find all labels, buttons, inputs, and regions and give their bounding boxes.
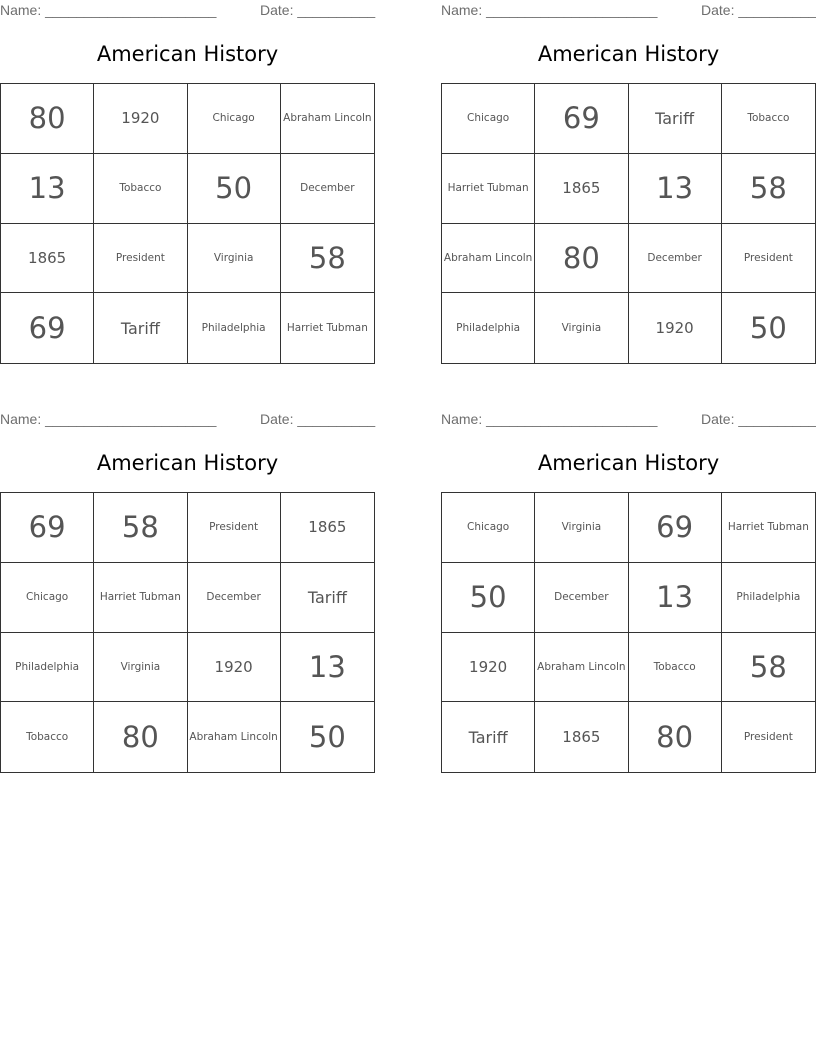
grid-cell: 13 [281,633,374,703]
name-field-label: Name: ______________________ [441,2,658,18]
grid-cell: Chicago [442,84,535,154]
name-date-line [0,2,375,20]
grid-cell: 58 [94,493,187,563]
grid-cell: 69 [1,493,94,563]
grid-cell: President [722,224,815,294]
name-date-line [441,2,816,20]
grid-cell: Tariff [281,563,374,633]
grid-cell: Tobacco [722,84,815,154]
grid-cell: Tobacco [629,633,722,703]
grid-cell: 69 [1,293,94,363]
grid-cell: December [535,563,628,633]
grid-cell: Tariff [94,293,187,363]
grid-cell: Philadelphia [442,293,535,363]
grid-cell: 50 [442,563,535,633]
grid-cell: Chicago [1,563,94,633]
grid-cell: 1865 [535,702,628,772]
date-field-label: Date: __________ [701,411,816,427]
grid-cell: Philadelphia [1,633,94,703]
grid-cell: 50 [308,720,346,755]
grid-cell: Philadelphia [722,563,815,633]
grid-cell: 1920 [188,633,281,703]
grid-cell: December [629,224,722,294]
grid-cell: Harriet Tubman [442,154,535,224]
bingo-card-4 [441,409,816,773]
grid-cell: 1865 [281,493,374,563]
grid-cell: 58 [281,224,374,294]
grid-cell: 13 [629,154,722,224]
bingo-card-3 [0,409,375,773]
grid-cell: Virginia [188,224,281,294]
grid-cell: Tariff [442,702,535,772]
grid-cell: 50 [188,154,281,224]
grid-cell: Virginia [535,293,628,363]
bingo-card-2 [441,0,816,364]
grid-cell: 69 [535,84,628,154]
date-field-label: Date: __________ [260,411,376,427]
name-field-label: Name: ______________________ [441,411,658,427]
grid-cell: 58 [722,633,815,703]
bingo-grid [0,83,375,364]
grid-cell: Harriet Tubman [94,563,187,633]
grid-cell: Abraham Lincoln [535,633,628,703]
grid-cell: 13 [1,154,94,224]
grid-cell: 80 [94,702,187,772]
bingo-grid [441,492,816,773]
grid-cell: 69 [629,493,722,563]
grid-cell: December [281,154,374,224]
name-date-line [0,411,375,429]
grid-cell: Chicago [442,493,535,563]
grid-cell: Tobacco [94,154,187,224]
card-title: American History [537,42,720,66]
grid-cell: Philadelphia [188,293,281,363]
grid-cell: Abraham Lincoln [281,84,374,154]
grid-cell: Harriet Tubman [286,322,368,335]
bingo-card-1 [0,0,375,364]
grid-cell: 1920 [94,84,187,154]
grid-cell: 80 [629,702,722,772]
name-date-line [441,411,816,429]
grid-cell: 1920 [629,293,722,363]
grid-cell: Virginia [535,493,628,563]
bingo-grid [441,83,816,364]
grid-cell: 13 [629,563,722,633]
date-field-label: Date: __________ [701,2,816,18]
grid-cell: Tariff [629,84,722,154]
grid-cell: Chicago [188,84,281,154]
grid-cell: President [188,493,281,563]
date-field-label: Date: __________ [260,2,376,18]
grid-cell: 1920 [442,633,535,703]
grid-cell: President [743,731,793,744]
grid-cell: 1865 [535,154,628,224]
grid-cell: December [188,563,281,633]
bingo-grid [0,492,375,773]
grid-cell: Tobacco [1,702,94,772]
grid-cell: Abraham Lincoln [188,702,281,772]
card-title: American History [537,451,720,475]
card-title: American History [96,451,279,475]
grid-cell: Harriet Tubman [722,493,815,563]
grid-cell: 80 [535,224,628,294]
grid-cell: 1865 [1,224,94,294]
name-field-label: Name: ______________________ [0,411,217,427]
name-field-label: Name: ______________________ [0,2,217,18]
grid-cell: 50 [749,311,787,346]
grid-cell: 80 [1,84,94,154]
grid-cell: 58 [722,154,815,224]
grid-cell: Abraham Lincoln [442,224,535,294]
grid-cell: Virginia [94,633,187,703]
grid-cell: President [94,224,187,294]
card-title: American History [96,42,279,66]
